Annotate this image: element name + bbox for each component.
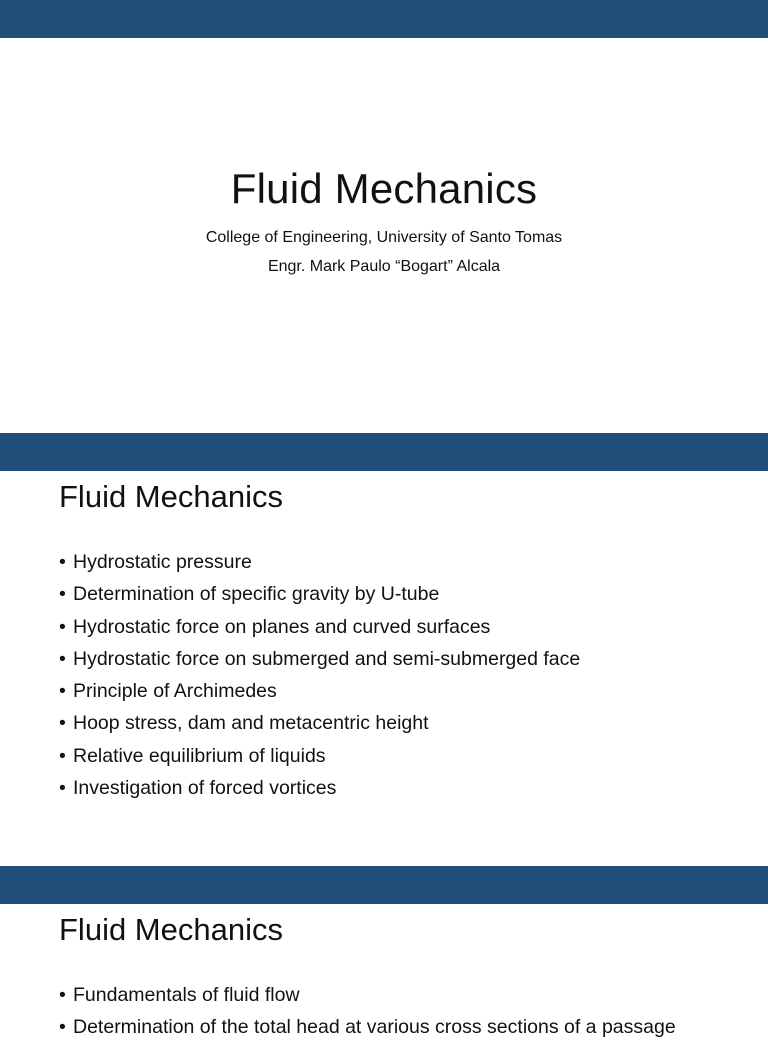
bullet-icon: • (59, 680, 66, 703)
list-item (59, 646, 580, 678)
topic-list (59, 982, 676, 1047)
bullet-icon: • (59, 777, 66, 800)
bullet-icon: • (59, 551, 66, 573)
topics-slide-2 (0, 866, 768, 1039)
list-item (59, 775, 580, 807)
list-item (59, 614, 580, 646)
list-item-text: Determination of the total head at various cross sections of a passage (73, 1016, 676, 1039)
topic-list (59, 549, 580, 807)
slide-header-bar (0, 0, 768, 38)
slide-heading: Fluid Mechanics (59, 479, 283, 514)
list-item-text: Relative equilibrium of liquids (73, 744, 326, 767)
list-item-text: Fundamentals of fluid flow (73, 984, 300, 1006)
slide-header-bar (0, 433, 768, 471)
list-item (59, 1014, 676, 1046)
presentation-title: Fluid Mechanics (230, 165, 538, 212)
bullet-icon: • (59, 712, 66, 735)
list-item-text: Principle of Archimedes (73, 680, 277, 703)
list-item (59, 549, 580, 581)
topics-slide-1 (0, 433, 768, 866)
bullet-icon: • (59, 647, 66, 670)
bullet-icon: • (59, 615, 66, 638)
bullet-icon: • (59, 1016, 66, 1039)
slide-header-bar (0, 866, 768, 904)
slide-heading: Fluid Mechanics (59, 912, 283, 947)
bullet-icon: • (59, 583, 66, 606)
list-item-text: Investigation of forced vortices (73, 777, 337, 800)
list-item-text: Hoop stress, dam and metacentric height (73, 712, 429, 735)
bullet-icon: • (59, 984, 66, 1006)
list-item (59, 678, 580, 710)
list-item-text: Hydrostatic force on submerged and semi-submerged face (73, 647, 581, 670)
list-item (59, 581, 580, 613)
title-slide (0, 0, 768, 433)
list-item (59, 982, 676, 1014)
list-item-text: Determination of specific gravity by U-tube (73, 583, 440, 606)
list-item-text: Hydrostatic force on planes and curved surfaces (73, 615, 491, 638)
bullet-icon: • (59, 744, 66, 767)
list-item (59, 743, 580, 775)
presentation-subtitle-institution: College of Engineering, University of Santo Tomas (205, 229, 563, 246)
list-item-text: Hydrostatic pressure (73, 551, 252, 573)
list-item (59, 710, 580, 742)
presentation-subtitle-author: Engr. Mark Paulo “Bogart” Alcala (267, 258, 501, 275)
